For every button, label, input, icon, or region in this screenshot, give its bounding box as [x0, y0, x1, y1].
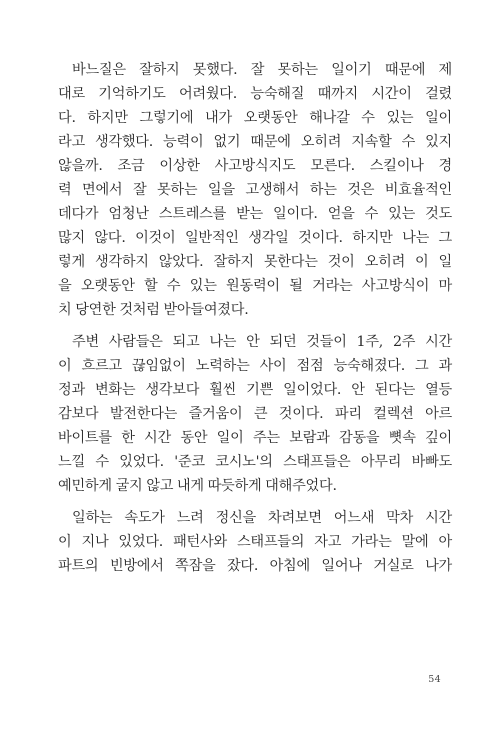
- text-line: 치 당연한 것처럼 받아들여졌다.: [58, 302, 249, 318]
- body-text: [58, 58, 452, 578]
- text-line: 렇게 생각하지 않았다. 잘하지 못한다는 것이 오히려 이 일: [58, 254, 452, 270]
- text-line: 일하는 속도가 느려 정신을 차려보면 어느새 막차 시간: [72, 510, 452, 526]
- text-line: 대로 기억하기도 어려웠다. 능숙해질 때까지 시간이 걸렸: [58, 86, 452, 102]
- text-line: 력 면에서 잘 못하는 일을 고생해서 하는 것은 비효율적인: [58, 182, 452, 198]
- text-line: 을 오랫동안 할 수 있는 원동력이 될 거라는 사고방식이 마: [58, 278, 452, 294]
- paragraph: [58, 330, 452, 498]
- text-line: 데다가 엄청난 스트레스를 받는 일이다. 얻을 수 있는 것도: [58, 206, 452, 222]
- text-line: 주변 사람들은 되고 나는 안 되던 것들이 1주, 2주 시간: [72, 334, 452, 350]
- text-line: 느낄 수 있었다. '준코 코시노'의 스태프들은 아무리 바빠도: [58, 454, 452, 470]
- text-line: 파트의 빈방에서 쪽잠을 잤다. 아침에 일어나 거실로 나가: [58, 558, 452, 574]
- paragraph: [58, 506, 452, 578]
- text-line: 정과 변화는 생각보다 훨씬 기쁜 일이었다. 안 된다는 열등: [58, 382, 452, 398]
- paragraph: [58, 58, 452, 322]
- text-line: 이 흐르고 끊임없이 노력하는 사이 점점 능숙해졌다. 그 과: [58, 358, 452, 374]
- text-line: 바이트를 한 시간 동안 일이 주는 보람과 감동을 뼛속 깊이: [58, 430, 452, 446]
- text-line: 많지 않다. 이것이 일반적인 생각일 것이다. 하지만 나는 그: [58, 230, 452, 246]
- text-line: 예민하게 굴지 않고 내게 따듯하게 대해주었다.: [58, 478, 337, 494]
- text-line: 다. 하지만 그렇기에 내가 오랫동안 해나갈 수 있는 일이: [58, 110, 452, 126]
- text-line: 않을까. 조금 이상한 사고방식지도 모른다. 스킬이나 경: [58, 158, 452, 174]
- text-line: 이 지나 있었다. 패턴사와 스태프들의 자고 가라는 말에 아: [58, 534, 452, 550]
- paragraph-spacer: [58, 498, 452, 506]
- text-line: 라고 생각했다. 능력이 없기 때문에 오히려 지속할 수 있지: [58, 134, 452, 150]
- text-line: 감보다 발전한다는 즐거움이 큰 것이다. 파리 컬렉션 아르: [58, 406, 452, 422]
- text-line: 바느질은 잘하지 못했다. 잘 못하는 일이기 때문에 제: [72, 62, 452, 78]
- paragraph-spacer: [58, 322, 452, 330]
- page-number: 54: [428, 674, 441, 685]
